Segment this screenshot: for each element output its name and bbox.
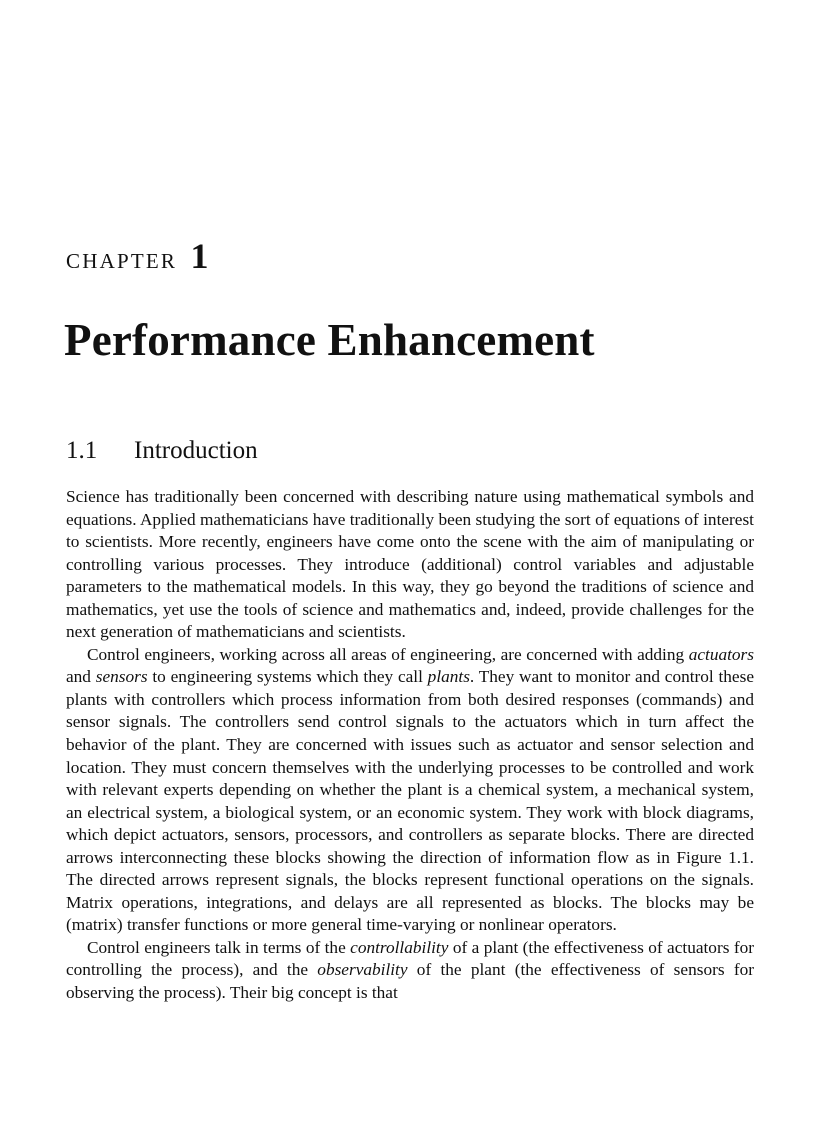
- section-title: Introduction: [134, 437, 258, 464]
- paragraph-2: [66, 644, 754, 937]
- paragraph-text: to engineering systems which they call: [147, 667, 428, 687]
- term-actuators: actuators: [688, 644, 754, 664]
- chapter-number: 1: [190, 236, 209, 276]
- paragraph-text: Control engineers, working across all areas of engineering, are concerned with adding: [87, 644, 689, 664]
- paragraph-1: [66, 486, 754, 644]
- paragraph-text: Control engineers talk in terms of the: [87, 937, 351, 957]
- paragraph-text: and: [66, 667, 96, 687]
- section-number: 1.1: [66, 437, 98, 464]
- term-observability: observability: [317, 960, 408, 980]
- body-text: [66, 486, 754, 1005]
- term-controllability: controllability: [350, 937, 449, 957]
- paragraph-text: of the plant (the effectiveness of sensors for observing the process). Their big concept is that: [66, 960, 754, 1003]
- term-plants: plants: [427, 667, 470, 687]
- term-sensors: sensors: [95, 667, 148, 687]
- section-heading: [66, 436, 258, 466]
- paragraph-text: Science has traditionally been concerned with describing nature using mathematical symbols and equations. Applied mathematicians have traditionally been studying the sort of equations of interest to scientists. More recently, engineers have come onto the scene with the aim of manipulating or controlling various processes. They introduce (additional) control variables and adjustable parameters to the mathematical models. In this way, they go beyond the traditions of science and mathematics, yet use the tools of science and mathematics and, indeed, provide challenges for the next generation of mathematicians and scientists.: [66, 487, 754, 642]
- paragraph-3: [66, 937, 754, 1005]
- chapter-title: Performance Enhancement: [64, 315, 595, 365]
- chapter-word: CHAPTER: [66, 249, 178, 273]
- chapter-label: [66, 238, 209, 274]
- paragraph-text: of a plant (the effectiveness of actuators for controlling the process), and the: [66, 937, 754, 980]
- paragraph-text: . They want to monitor and control these plants with controllers which process information from both desired responses (commands) and sensor signals. The controllers send control signals to the actuators which in turn affect the behavior of the plant. They are concerned with issues such as actuator and sensor selection and location. They must concern themselves with the underlying processes to be controlled and work with relevant experts depending on whether the plant is a chemical system, a mechanical system, an electrical system, a biological system, or an economic system. They work with block diagrams, which depict actuators, sensors, processors, and controllers as separate blocks. There are directed arrows interconnecting these blocks showing the direction of information flow as in Figure 1.1. The directed arrows represent signals, the blocks represent functional operations on the signals. Matrix operations, integrations, and delays are all represented as blocks. The blocks may be (matrix) transfer functions or more general time-varying or nonlinear operators.: [66, 667, 755, 935]
